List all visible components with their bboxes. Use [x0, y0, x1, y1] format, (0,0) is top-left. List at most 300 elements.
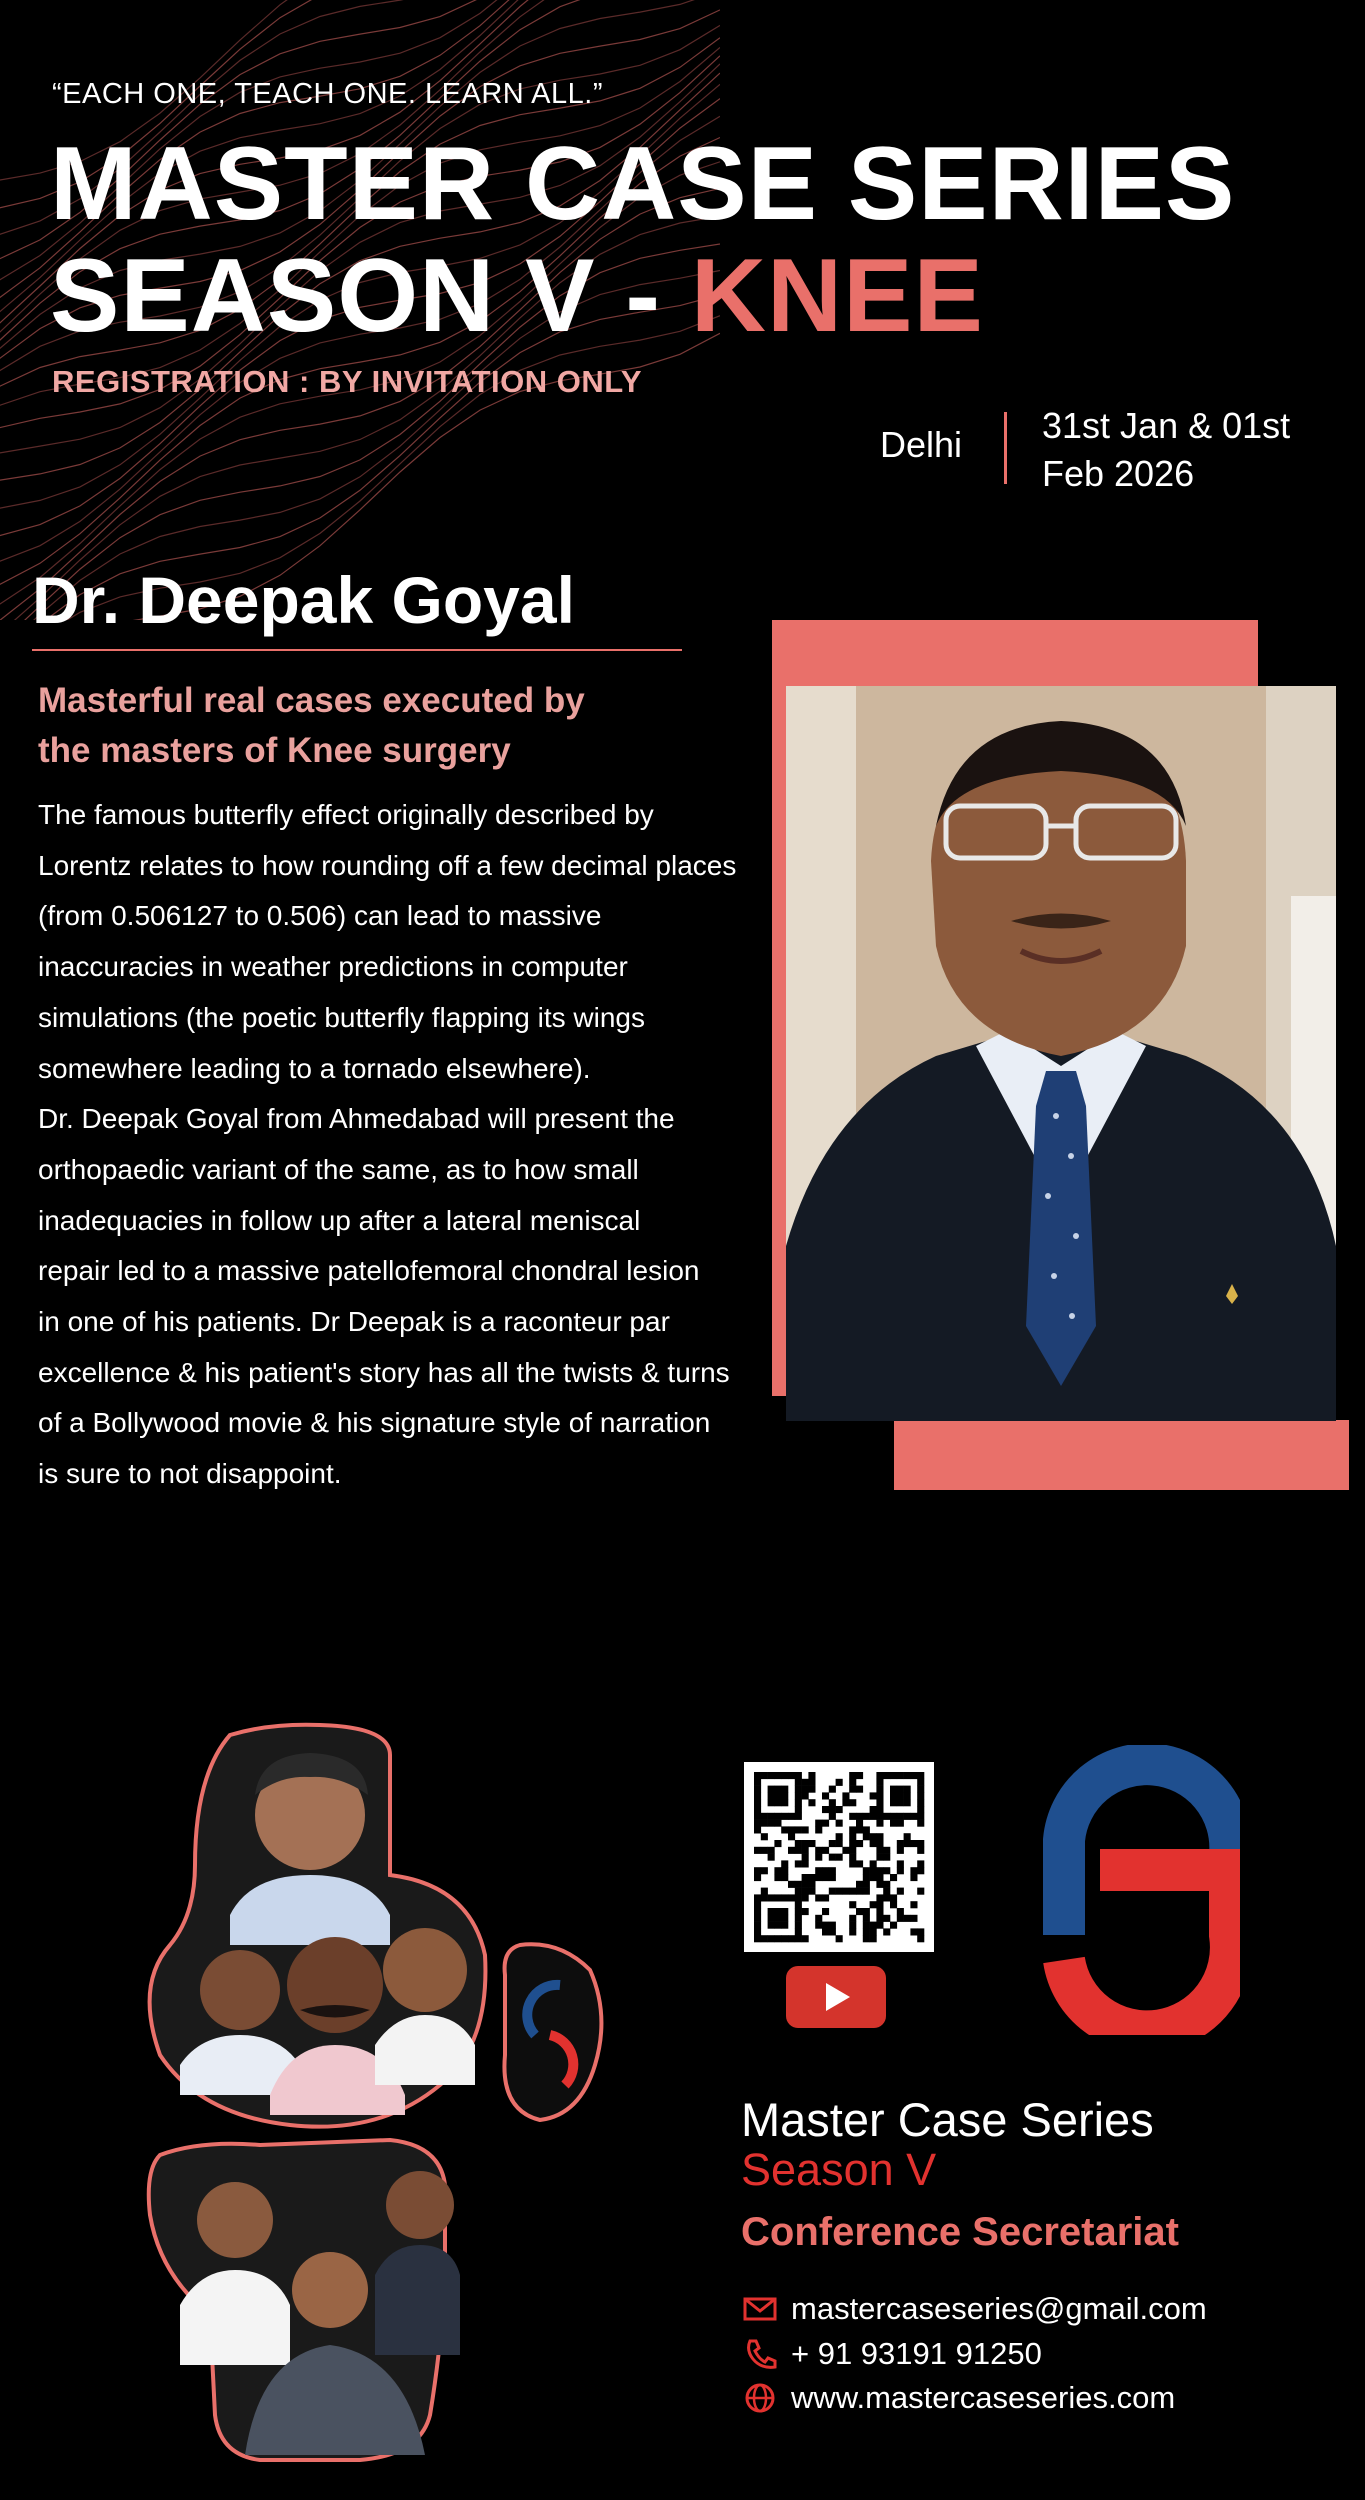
bio-line: Lorentz relates to how rounding off a few decimal places [38, 849, 737, 881]
globe-icon [741, 2381, 779, 2415]
qr-module [863, 1908, 870, 1915]
secretariat-heading: Conference Secretariat [741, 2210, 1179, 2254]
qr-module [768, 1792, 775, 1799]
event-season: SEASON V - [50, 238, 691, 354]
qr-module [849, 1833, 856, 1840]
qr-module [795, 1928, 802, 1935]
qr-module [795, 1922, 802, 1929]
qr-module [808, 1779, 815, 1786]
qr-module [876, 1813, 883, 1820]
qr-module [876, 1847, 883, 1854]
qr-module [870, 1792, 877, 1799]
qr-module [870, 1867, 877, 1874]
qr-module [754, 1799, 761, 1806]
qr-module [829, 1786, 836, 1793]
qr-module [774, 1908, 781, 1915]
speaker-name-underline [32, 649, 682, 651]
qr-module [788, 1833, 795, 1840]
qr-module [768, 1847, 775, 1854]
qr-module [856, 1786, 863, 1793]
play-icon [786, 1966, 886, 2028]
qr-module [917, 1813, 924, 1820]
qr-module [849, 1779, 856, 1786]
qr-module [856, 1826, 863, 1833]
qr-module [863, 1874, 870, 1881]
qr-module [822, 1847, 829, 1854]
qr-module [890, 1799, 897, 1806]
qr-module [788, 1772, 795, 1779]
qr-module [802, 1826, 809, 1833]
qr-module [829, 1888, 836, 1895]
qr-module [795, 1935, 802, 1942]
qr-module [870, 1833, 877, 1840]
qr-module [802, 1847, 809, 1854]
qr-module [761, 1867, 768, 1874]
qr-module [781, 1799, 788, 1806]
qr-module [815, 1894, 822, 1901]
qr-module [761, 1894, 768, 1901]
qr-module [754, 1779, 761, 1786]
bio-line: inaccuracies in weather predictions in computer [38, 951, 628, 983]
qr-module [788, 1935, 795, 1942]
qr-module [836, 1820, 843, 1827]
qr-module [910, 1840, 917, 1847]
qr-module [917, 1935, 924, 1942]
qr-module [863, 1922, 870, 1929]
bio-line: excellence & his patient's story has all the twists & turns [38, 1356, 730, 1388]
qr-module [876, 1867, 883, 1874]
speaker-tagline-line1: Masterful real cases executed by [38, 681, 585, 720]
qr-module [904, 1833, 911, 1840]
qr-module [856, 1772, 863, 1779]
qr-module [808, 1888, 815, 1895]
qr-module [795, 1826, 802, 1833]
qr-module [815, 1854, 822, 1861]
event-date [1042, 402, 1290, 498]
qr-module [897, 1792, 904, 1799]
qr-module [768, 1908, 775, 1915]
email-text[interactable]: mastercaseseries@gmail.com [791, 2291, 1207, 2326]
qr-module [890, 1786, 897, 1793]
qr-module [754, 1772, 761, 1779]
qr-module [870, 1935, 877, 1942]
qr-module [822, 1874, 829, 1881]
registration-note: REGISTRATION : BY INVITATION ONLY [52, 364, 643, 399]
qr-module [815, 1867, 822, 1874]
qr-module [768, 1772, 775, 1779]
qr-module [842, 1888, 849, 1895]
qr-module [897, 1820, 904, 1827]
qr-module [890, 1792, 897, 1799]
qr-module [917, 1779, 924, 1786]
speaker-tagline-line2: the masters of Knee surgery [38, 731, 511, 770]
qr-module [904, 1799, 911, 1806]
qr-module [795, 1772, 802, 1779]
qr-module [802, 1874, 809, 1881]
qr-module [808, 1874, 815, 1881]
qr-module [795, 1799, 802, 1806]
qr-module [870, 1901, 877, 1908]
qr-module [897, 1840, 904, 1847]
qr-module [897, 1813, 904, 1820]
qr-module [768, 1935, 775, 1942]
qr-module [863, 1867, 870, 1874]
qr-module [897, 1860, 904, 1867]
qr-module [795, 1779, 802, 1786]
qr-module [822, 1820, 829, 1827]
qr-module [802, 1894, 809, 1901]
series-title: Master Case Series [741, 2093, 1154, 2146]
qr-module [795, 1786, 802, 1793]
qr-module [788, 1847, 795, 1854]
qr-module [883, 1928, 890, 1935]
qr-module [876, 1901, 883, 1908]
qr-module [754, 1806, 761, 1813]
qr-module [910, 1772, 917, 1779]
qr-module [836, 1854, 843, 1861]
qr-module [774, 1935, 781, 1942]
qr-module [795, 1860, 802, 1867]
qr-module [876, 1908, 883, 1915]
qr-module [774, 1820, 781, 1827]
qr-module [876, 1820, 883, 1827]
qr-module [876, 1854, 883, 1861]
qr-module [849, 1854, 856, 1861]
qr-module [774, 1792, 781, 1799]
qr-module [802, 1840, 809, 1847]
qr-module [822, 1922, 829, 1929]
qr-module [910, 1901, 917, 1908]
qr-module [836, 1888, 843, 1895]
qr-module [795, 1908, 802, 1915]
qr-module [781, 1935, 788, 1942]
qr-module [910, 1874, 917, 1881]
qr-module [897, 1888, 904, 1895]
qr-module [802, 1854, 809, 1861]
event-title-line2 [50, 240, 1235, 352]
bio-line: somewhere leading to a tornado elsewhere). [38, 1052, 591, 1084]
qr-module [754, 1826, 761, 1833]
qr-module [802, 1908, 809, 1915]
qr-module [768, 1786, 775, 1793]
qr-module [883, 1854, 890, 1861]
qr-module [802, 1935, 809, 1942]
qr-module [870, 1860, 877, 1867]
qr-module [876, 1840, 883, 1847]
qr-module [802, 1881, 809, 1888]
qr-module [870, 1928, 877, 1935]
qr-module [897, 1799, 904, 1806]
qr-module [774, 1813, 781, 1820]
qr-module [836, 1779, 843, 1786]
qr-module [917, 1860, 924, 1867]
qr-module [890, 1813, 897, 1820]
bio-line: is sure to not disappoint. [38, 1458, 342, 1490]
qr-module [768, 1799, 775, 1806]
phone-icon [741, 2337, 779, 2371]
qr-module [917, 1847, 924, 1854]
qr-module [917, 1928, 924, 1935]
series-season: Season V [741, 2144, 937, 2195]
event-date-line1: 31st Jan & 01st [1042, 405, 1291, 446]
event-city: Delhi [880, 424, 963, 465]
qr-module [829, 1806, 836, 1813]
faculty-collage [140, 1715, 610, 2475]
qr-module [802, 1786, 809, 1793]
qr-module [863, 1915, 870, 1922]
qr-module [774, 1922, 781, 1929]
qr-module [815, 1826, 822, 1833]
bio-line: inadequacies in follow up after a lateral meniscal [38, 1204, 641, 1236]
bio-line: The famous butterfly effect originally described by [38, 799, 654, 830]
qr-module [870, 1874, 877, 1881]
qr-module [761, 1833, 768, 1840]
qr-module [781, 1894, 788, 1901]
qr-module [836, 1840, 843, 1847]
qr-module [808, 1799, 815, 1806]
qr-module [795, 1840, 802, 1847]
qr-module [856, 1813, 863, 1820]
event-title-line1: MASTER CASE SERIES [50, 126, 1236, 242]
bio-line: simulations (the poetic butterfly flapping its wings [38, 1001, 645, 1033]
qr-module [754, 1792, 761, 1799]
qr-module [768, 1813, 775, 1820]
divider [1004, 412, 1007, 484]
qr-module [768, 1854, 775, 1861]
qr-module [856, 1820, 863, 1827]
qr-module [795, 1894, 802, 1901]
qr-module [849, 1847, 856, 1854]
qr-module [754, 1915, 761, 1922]
qr-module [754, 1813, 761, 1820]
event-topic: KNEE [690, 238, 984, 354]
qr-module [883, 1772, 890, 1779]
qr-module [781, 1915, 788, 1922]
qr-module [876, 1915, 883, 1922]
qr-module [863, 1813, 870, 1820]
bio-line: in one of his patients. Dr Deepak is a raconteur par [38, 1306, 670, 1338]
qr-module [856, 1860, 863, 1867]
qr-module [768, 1915, 775, 1922]
qr-module [754, 1928, 761, 1935]
qr-module [795, 1813, 802, 1820]
qr-module [815, 1915, 822, 1922]
bio-line: of a Bollywood movie & his signature style of narration [38, 1407, 711, 1439]
qr-module [863, 1826, 870, 1833]
qr-module [808, 1881, 815, 1888]
bio-line: orthopaedic variant of the same, as to how small [38, 1153, 639, 1185]
qr-module [917, 1799, 924, 1806]
phone-text[interactable]: + 91 93191 91250 [791, 2336, 1042, 2371]
qr-module [822, 1908, 829, 1915]
qr-module [761, 1813, 768, 1820]
qr-code[interactable] [744, 1762, 934, 1952]
qr-module [890, 1874, 897, 1881]
qr-module [795, 1847, 802, 1854]
qr-module [802, 1779, 809, 1786]
qr-module [795, 1915, 802, 1922]
speaker-bio [38, 790, 768, 1500]
qr-module [754, 1820, 761, 1827]
qr-module [781, 1792, 788, 1799]
qr-module [917, 1840, 924, 1847]
qr-module [829, 1928, 836, 1935]
qr-module [849, 1799, 856, 1806]
qr-module [761, 1847, 768, 1854]
qr-module [768, 1820, 775, 1827]
qr-module [849, 1772, 856, 1779]
qr-module [808, 1840, 815, 1847]
qr-module [870, 1813, 877, 1820]
qr-module [897, 1786, 904, 1793]
qr-module [897, 1772, 904, 1779]
qr-module [876, 1881, 883, 1888]
qr-module [917, 1772, 924, 1779]
qr-module [910, 1813, 917, 1820]
qr-module [822, 1806, 829, 1813]
qr-module [815, 1874, 822, 1881]
qr-module [774, 1867, 781, 1874]
contact-email[interactable] [741, 2291, 1207, 2327]
qr-module [795, 1792, 802, 1799]
qr-module [795, 1881, 802, 1888]
qr-module [781, 1826, 788, 1833]
qr-module [822, 1928, 829, 1935]
qr-module [849, 1922, 856, 1929]
mail-icon [741, 2292, 779, 2326]
qr-module [856, 1840, 863, 1847]
qr-module [788, 1894, 795, 1901]
qr-module [870, 1806, 877, 1813]
qr-module [829, 1813, 836, 1820]
qr-module [904, 1792, 911, 1799]
contact-website[interactable] [741, 2380, 1175, 2416]
qr-module [829, 1874, 836, 1881]
qr-module [876, 1772, 883, 1779]
qr-module [822, 1792, 829, 1799]
qr-module [849, 1860, 856, 1867]
qr-module [761, 1935, 768, 1942]
qr-module [788, 1826, 795, 1833]
speaker-tagline [38, 676, 718, 776]
series-logo [1040, 1745, 1240, 2035]
qr-module [808, 1772, 815, 1779]
bio-line: repair led to a massive patellofemoral chondral lesion [38, 1255, 700, 1287]
qr-module [822, 1867, 829, 1874]
qr-module [876, 1833, 883, 1840]
qr-module [849, 1928, 856, 1935]
qr-module [754, 1786, 761, 1793]
qr-module [883, 1894, 890, 1901]
tagline-quote: “EACH ONE, TEACH ONE. LEARN ALL.” [52, 78, 603, 110]
qr-module [754, 1901, 761, 1908]
qr-module [836, 1833, 843, 1840]
qr-module [883, 1881, 890, 1888]
qr-module [829, 1922, 836, 1929]
qr-module [863, 1935, 870, 1942]
qr-module [802, 1860, 809, 1867]
qr-module [781, 1908, 788, 1915]
qr-module [795, 1901, 802, 1908]
qr-module [815, 1847, 822, 1854]
qr-module [829, 1854, 836, 1861]
qr-module [917, 1820, 924, 1827]
qr-module [917, 1867, 924, 1874]
qr-module [883, 1915, 890, 1922]
qr-module [768, 1894, 775, 1901]
event-date-line2: Feb 2026 [1042, 453, 1195, 494]
qr-module [788, 1881, 795, 1888]
qr-module [849, 1786, 856, 1793]
qr-module [856, 1881, 863, 1888]
qr-module [836, 1806, 843, 1813]
qr-module [863, 1881, 870, 1888]
qr-module [870, 1922, 877, 1929]
qr-module [774, 1799, 781, 1806]
qr-module [802, 1792, 809, 1799]
event-title [50, 128, 1235, 352]
qr-module [795, 1888, 802, 1895]
qr-module [856, 1908, 863, 1915]
qr-module [890, 1772, 897, 1779]
qr-module [863, 1833, 870, 1840]
qr-module [904, 1813, 911, 1820]
qr-module [863, 1928, 870, 1935]
photo-frame-bottom [894, 1420, 1349, 1490]
qr-module [774, 1874, 781, 1881]
youtube-button[interactable] [786, 1966, 886, 2028]
qr-module [904, 1840, 911, 1847]
qr-module [774, 1772, 781, 1779]
qr-module [849, 1901, 856, 1908]
qr-module [774, 1786, 781, 1793]
qr-module [754, 1922, 761, 1929]
qr-module [883, 1867, 890, 1874]
qr-module [897, 1867, 904, 1874]
qr-module [883, 1813, 890, 1820]
bio-line: (from 0.506127 to 0.506) can lead to massive [38, 900, 602, 932]
qr-module [856, 1888, 863, 1895]
qr-module [842, 1792, 849, 1799]
qr-module [876, 1779, 883, 1786]
qr-module [829, 1867, 836, 1874]
qr-module [870, 1840, 877, 1847]
qr-module [849, 1826, 856, 1833]
website-text[interactable]: www.mastercaseseries.com [791, 2380, 1176, 2415]
qr-module [754, 1908, 761, 1915]
qr-module [917, 1792, 924, 1799]
qr-module [829, 1799, 836, 1806]
qr-module [781, 1922, 788, 1929]
qr-module [876, 1874, 883, 1881]
qr-module [815, 1820, 822, 1827]
qr-module [808, 1786, 815, 1793]
qr-module [917, 1806, 924, 1813]
qr-module [876, 1786, 883, 1793]
contact-phone[interactable] [741, 2336, 1042, 2372]
qr-module [774, 1894, 781, 1901]
qr-module [781, 1874, 788, 1881]
qr-module [917, 1786, 924, 1793]
qr-module [876, 1792, 883, 1799]
qr-module [761, 1820, 768, 1827]
qr-module [822, 1894, 829, 1901]
qr-module [754, 1935, 761, 1942]
qr-module [897, 1915, 904, 1922]
qr-module [904, 1915, 911, 1922]
qr-module [754, 1867, 761, 1874]
qr-module [849, 1840, 856, 1847]
